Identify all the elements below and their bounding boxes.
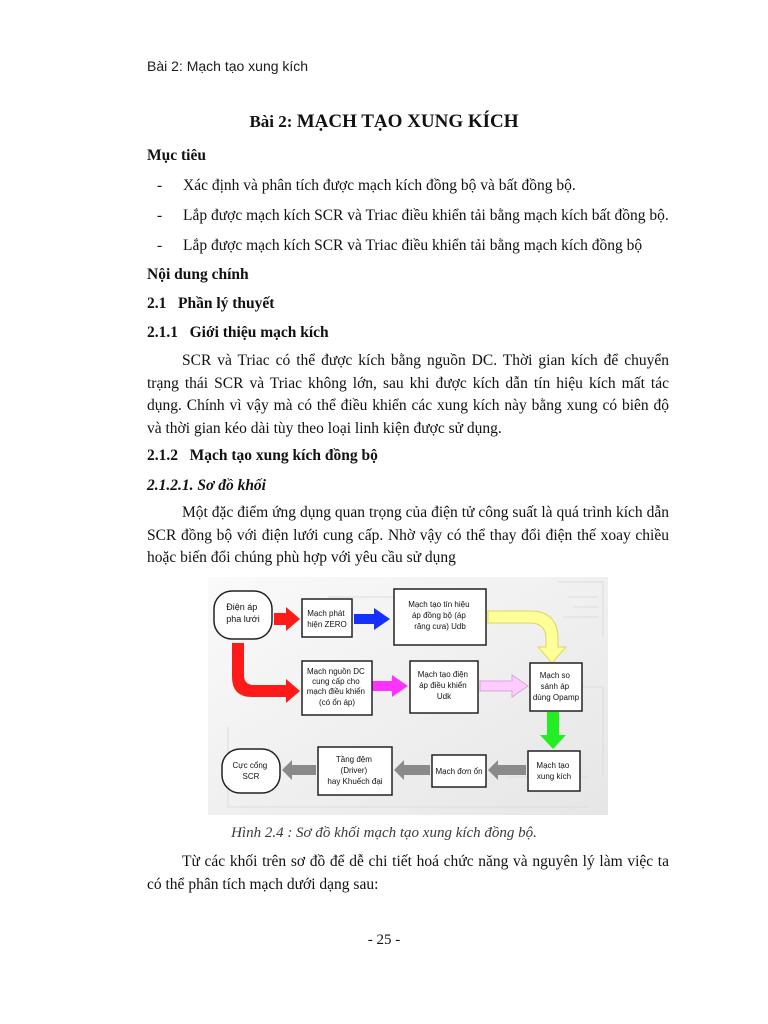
section-heading-2-1-2: 2.1.2 Mạch tạo xung kích đồng bộ — [147, 447, 378, 464]
block-zero-detector-label: Mạch phát hiện ZERO — [307, 609, 347, 629]
closing-paragraph: Từ các khối trên sơ đồ để dễ chi tiết hoá chức năng và nguyên lý làm việc ta có thể phân tích mạch dưới dạng sau: — [147, 853, 669, 893]
intro-paragraph: SCR và Triac có thể được kích bằng nguồn DC. Thời gian kích để chuyển trạng thái SCR và Triac không lớn, sau khi được kích dẫn tín hiệu kích mất tác dụng. Chính vì vậy mà có thể điều khiển các xung kích này bằng xung có biên độ và thời gian kéo dài tùy theo loại linh kiện được sử dụng. — [147, 352, 669, 438]
objectives-heading: Mục tiêu — [147, 147, 206, 164]
bullet-dash: - — [157, 177, 163, 194]
section-heading-2-1-1: 2.1.1 Giới thiệu mạch kích — [147, 324, 329, 341]
block-scr-gate — [222, 749, 280, 793]
objective-item: Xác định và phân tích được mạch kích đồng bộ và bất đồng bộ. — [183, 177, 576, 194]
block-monostable-label: Mạch đơn ổn — [435, 767, 483, 776]
block-pulse-generator-label: Mạch tạo xung kích — [536, 761, 572, 781]
block-dc-supply-label: Mạch nguồn DC cung cấp cho mạch điều khiển (có ổn áp) — [306, 667, 366, 707]
block-comparator-label: Mạch so sánh áp dùng Opamp — [532, 671, 580, 702]
page-header: Bài 2: Mạch tạo xung kích — [147, 58, 309, 74]
sync-paragraph: Một đặc điểm ứng dụng quan trọng của điện tử công suất là quá trình kích dẫn SCR đồng bộ với điện lưới cung cấp. Nhờ vậy có thể thay đổi điện thế xoay chiều hoặc biến đổi chúng phù hợp với yêu cầu sử dụng — [147, 504, 669, 567]
figure-caption: Hình 2.4 : Sơ đồ khối mạch tạo xung kích đồng bộ. — [231, 825, 537, 841]
block-diagram-svg — [208, 577, 608, 815]
section-heading-2-1: 2.1 Phần lý thuyết — [147, 295, 275, 312]
lesson-title-prefix: Bài 2: — [249, 112, 297, 131]
content-heading: Nội dung chính — [147, 266, 249, 283]
bullet-dash: - — [157, 207, 163, 224]
objective-item: Lắp được mạch kích SCR và Triac điều khiển tải bằng mạch kích đồng bộ — [183, 237, 643, 254]
page-number: - 25 - — [367, 932, 401, 948]
block-control-voltage-label: Mạch tạo điện áp điều khiển Udk — [417, 670, 469, 701]
block-grid-voltage-label: Điện áp pha lưới — [226, 602, 260, 624]
section-heading-2-1-2-1: 2.1.2.1. Sơ đồ khối — [147, 477, 266, 494]
bullet-dash: - — [157, 237, 163, 254]
block-scr-gate-label: Cực cổng SCR — [232, 761, 268, 781]
block-pulse-generator — [528, 751, 580, 791]
block-zero-detector — [302, 599, 352, 637]
block-driver-label: Tầng đệm (Driver) hay Khuếch đại — [327, 755, 383, 786]
lesson-title — [0, 111, 768, 133]
block-diagram — [208, 577, 608, 815]
objective-item: Lắp được mạch kích SCR và Triac điều khiển tải bằng mạch kích bất đồng bộ. — [183, 207, 669, 224]
lesson-title-main: MẠCH TẠO XUNG KÍCH — [296, 111, 519, 132]
block-sawtooth-generator-label: Mạch tạo tín hiệu áp đồng bộ (áp răng cưa) Udb — [408, 600, 470, 631]
